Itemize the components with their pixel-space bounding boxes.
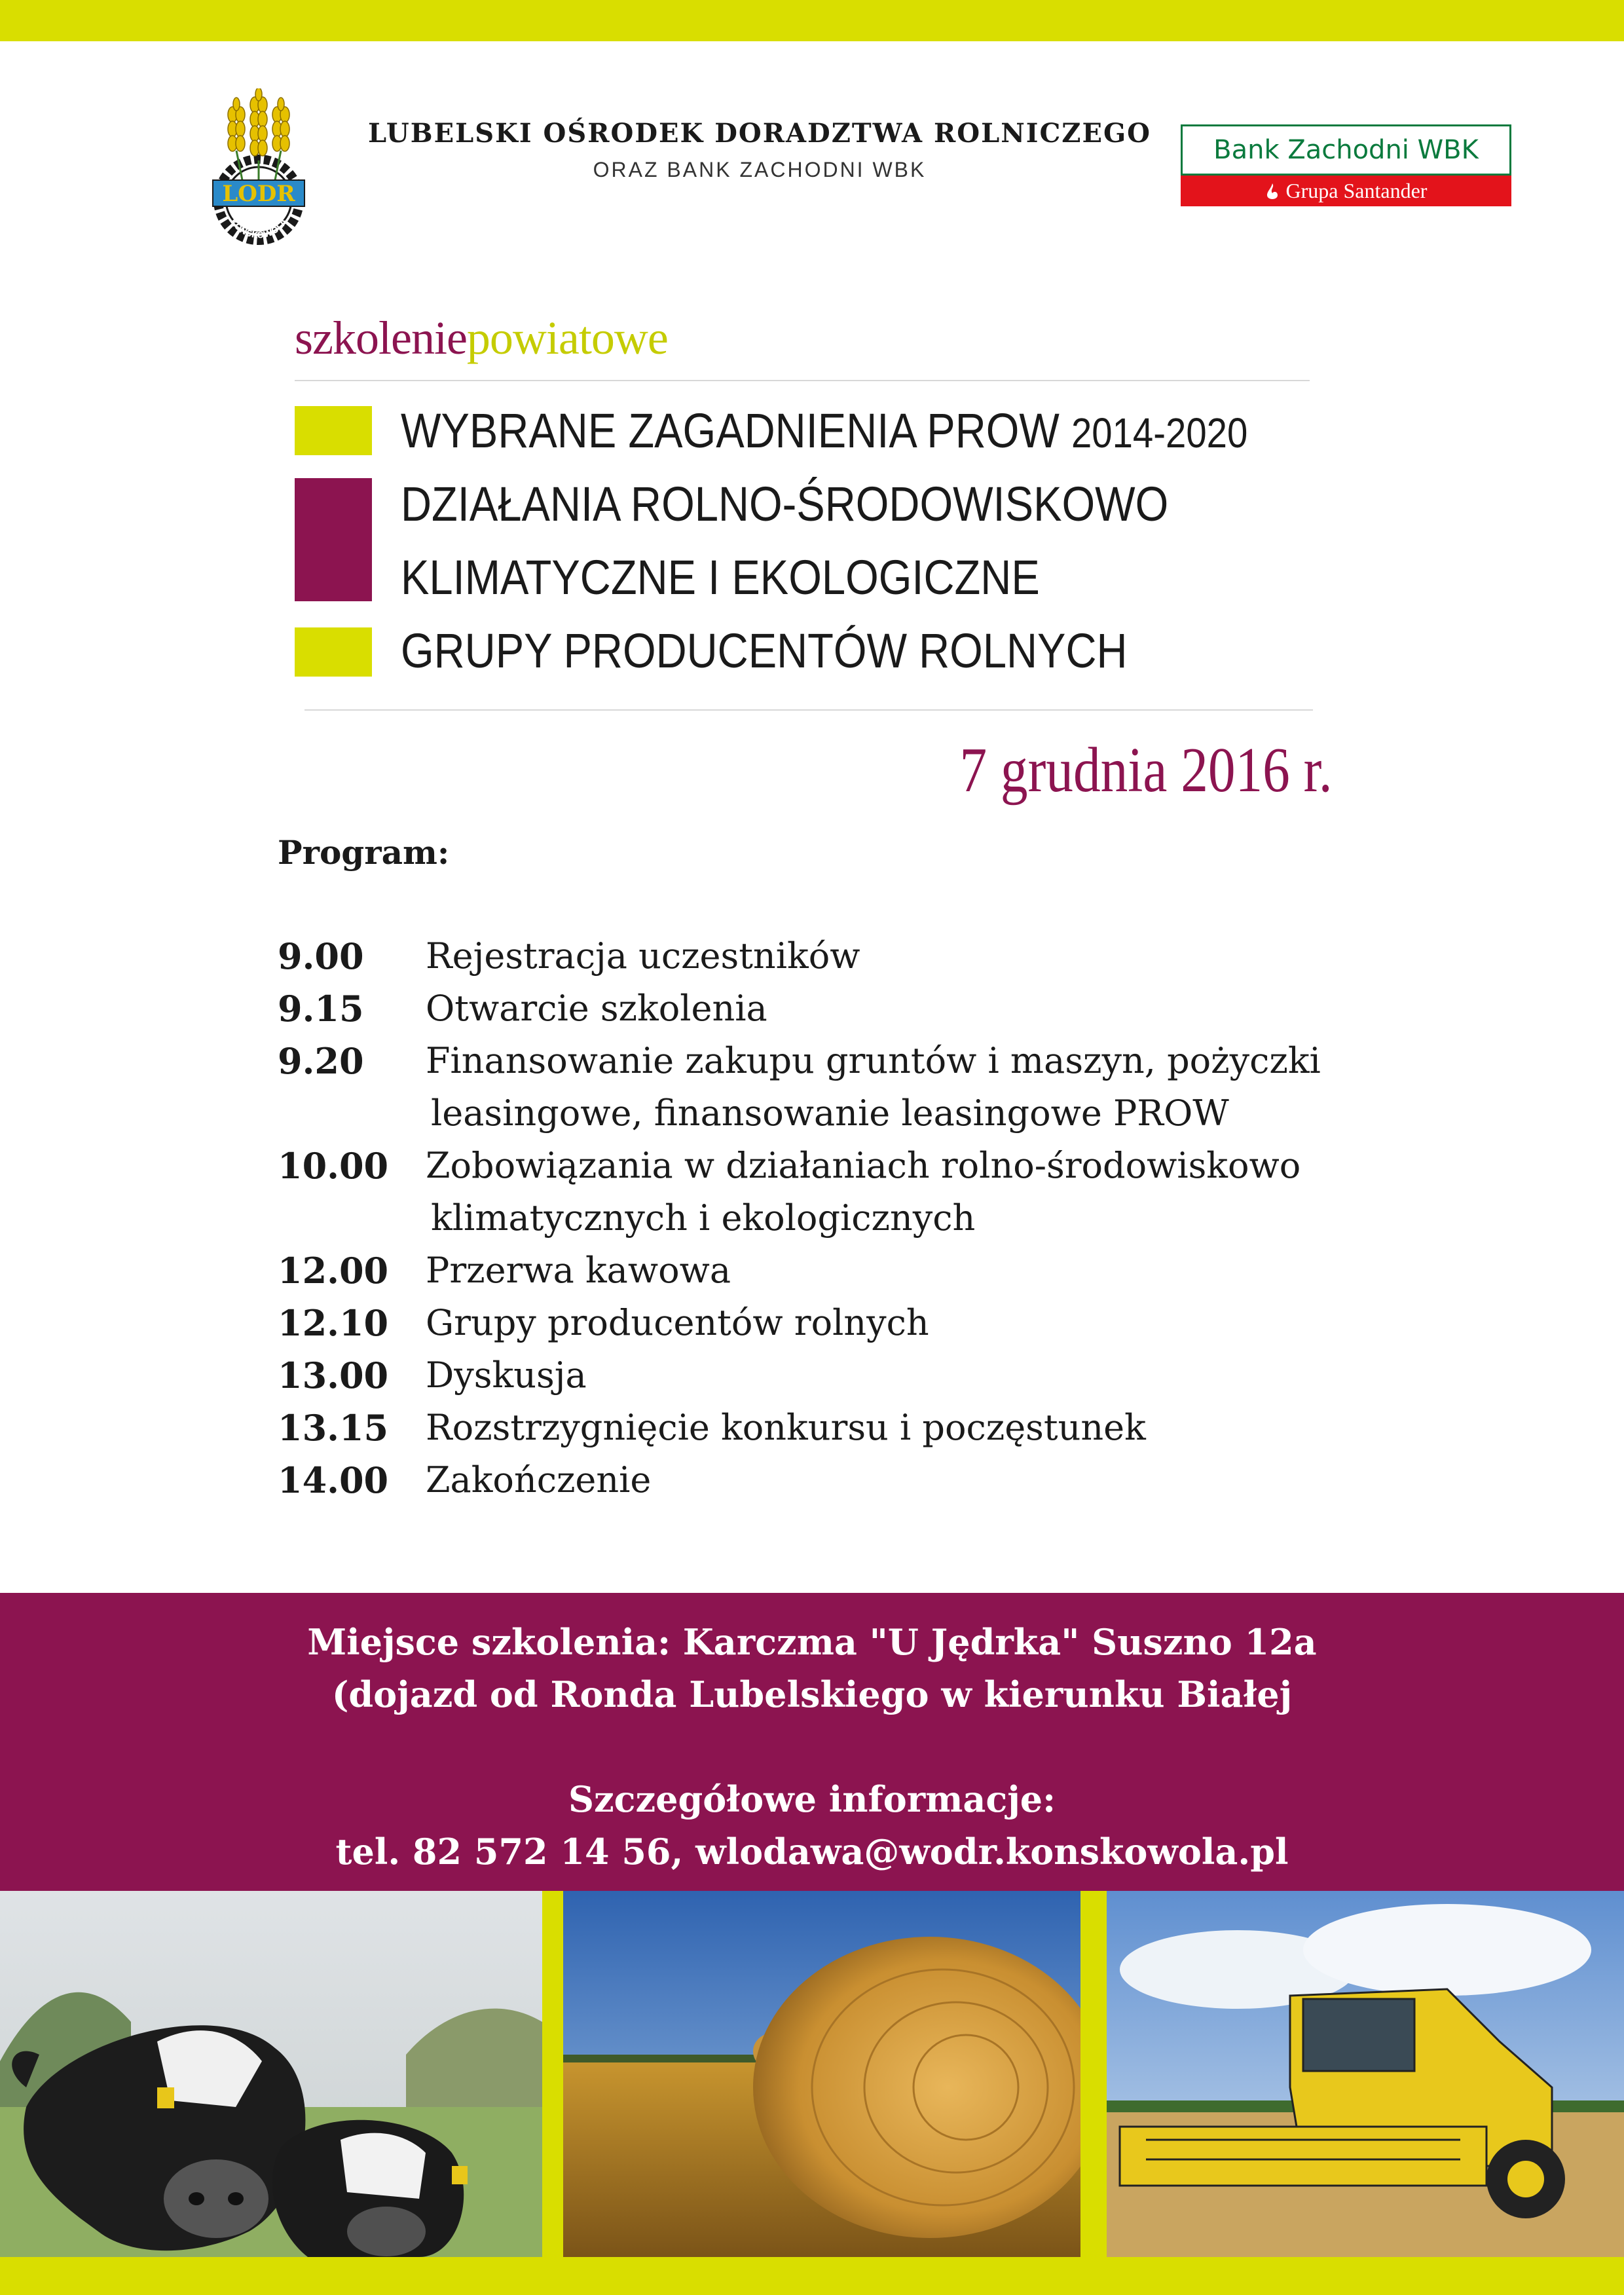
program-description — [426, 930, 1391, 982]
top-accent-bar — [0, 0, 1624, 41]
topic-2: DZIAŁANIA ROLNO-ŚRODOWISKOWO — [401, 477, 1169, 531]
program-description-line: klimatycznych i ekologicznych — [431, 1197, 976, 1239]
program-item — [278, 1297, 1391, 1349]
program-description — [426, 1349, 1391, 1402]
contact-line: tel. 82 572 14 56, wlodawa@wodr.konskowola.pl — [335, 1831, 1289, 1873]
program-item — [278, 930, 1391, 982]
combine-harvester-photo — [1107, 1891, 1624, 2257]
topic-marker-lime-2 — [295, 627, 372, 677]
santander-flame-icon — [1265, 183, 1280, 200]
event-type-part1: szkolenie — [295, 312, 467, 364]
bank-name: Bank Zachodni WBK — [1181, 124, 1511, 176]
program-time: 12.10 — [278, 1302, 389, 1344]
program-heading: Program: — [278, 833, 450, 872]
program-description-line: Dyskusja — [426, 1354, 587, 1396]
program-time: 13.00 — [278, 1354, 389, 1396]
details-label: Szczegółowe informacje: — [568, 1778, 1056, 1820]
event-type — [295, 311, 668, 365]
program-description-line: Otwarcie szkolenia — [426, 988, 767, 1029]
directions-line: (dojazd od Ronda Lubelskiego w kierunku Białej — [331, 1673, 1293, 1715]
program-description-line: Rejestracja uczestników — [426, 935, 860, 977]
venue-line: Miejsce szkolenia: Karczma "U Jędrka" Suszno 12a — [307, 1621, 1317, 1663]
program-item — [278, 1244, 1391, 1297]
program-list — [278, 930, 1391, 1506]
bank-group: Grupa Santander — [1285, 179, 1428, 202]
divider-top — [295, 380, 1310, 381]
bank-group-bar — [1181, 176, 1511, 206]
cows-photo — [0, 1891, 542, 2257]
program-time: 14.00 — [278, 1459, 389, 1501]
topic-3: KLIMATYCZNE I EKOLOGICZNE — [401, 550, 1040, 605]
program-item — [278, 1402, 1391, 1454]
program-description — [426, 1297, 1391, 1349]
bottom-accent-bar — [0, 2257, 1624, 2295]
program-time: 12.00 — [278, 1250, 389, 1292]
program-item — [278, 1140, 1391, 1244]
program-description-line: Przerwa kawowa — [426, 1250, 731, 1291]
info-band — [0, 1593, 1624, 1891]
program-time: 9.15 — [278, 988, 364, 1030]
program-description-line: leasingowe, finansowanie leasingowe PROW — [431, 1092, 1229, 1134]
photo-strip — [0, 1891, 1624, 2257]
program-item — [278, 1035, 1391, 1140]
event-date: 7 grudnia 2016 r. — [959, 735, 1333, 806]
event-type-part2: powiatowe — [466, 312, 668, 364]
bank-logo — [1181, 124, 1511, 206]
program-description — [426, 1244, 1391, 1297]
program-description — [426, 1454, 1391, 1506]
topic-1-years: 2014-2020 — [1071, 409, 1248, 457]
program-description-line: Rozstrzygnięcie konkursu i poczęstunek — [426, 1407, 1146, 1448]
divider-bottom — [304, 709, 1313, 711]
program-description — [426, 1035, 1391, 1140]
program-item — [278, 1454, 1391, 1506]
program-description — [426, 982, 1391, 1035]
topic-marker-lime-1 — [295, 406, 372, 455]
organizer-block — [354, 118, 1166, 182]
program-description-line: Zakończenie — [426, 1459, 652, 1501]
program-time: 9.20 — [278, 1040, 364, 1082]
topic-1 — [401, 403, 1247, 458]
program-description — [426, 1140, 1391, 1244]
program-description-line: Finansowanie zakupu gruntów i maszyn, pożyczki — [426, 1040, 1321, 1081]
program-time: 13.15 — [278, 1407, 389, 1449]
topic-marker-plum — [295, 478, 372, 601]
program-item — [278, 1349, 1391, 1402]
lodr-logo — [196, 88, 321, 246]
topic-1-main: WYBRANE ZAGADNIENIA PROW — [401, 403, 1071, 458]
hay-bale-photo — [563, 1891, 1080, 2257]
topic-4: GRUPY PRODUCENTÓW ROLNYCH — [401, 624, 1128, 678]
program-description-line: Grupy producentów rolnych — [426, 1302, 929, 1343]
lodr-logo-ring-text: KOŃSKOWOLA — [227, 217, 290, 241]
program-time: 10.00 — [278, 1145, 389, 1187]
program-description — [426, 1402, 1391, 1454]
organizer-subtitle: ORAZ BANK ZACHODNI WBK — [593, 158, 927, 181]
program-time: 9.00 — [278, 935, 364, 977]
program-description-line: Zobowiązania w działaniach rolno-środowiskowo — [426, 1145, 1301, 1186]
lodr-logo-text: LODR — [222, 181, 295, 207]
program-item — [278, 982, 1391, 1035]
organizer-title: LUBELSKI OŚRODEK DORADZTWA ROLNICZEGO — [367, 118, 1151, 149]
